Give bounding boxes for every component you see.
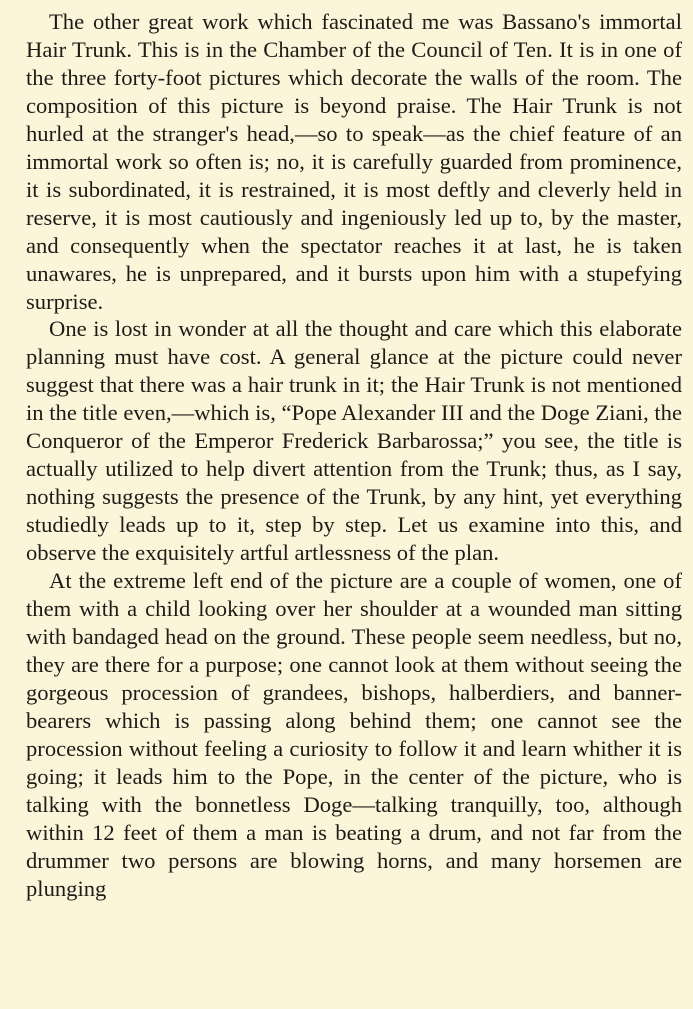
paragraph-1: The other great work which fascinated me was Bassano's immortal Hair Trunk. This is in the Chamber of the Council of Ten. It is in one of the three forty-foot pictures which decorate the walls of the room. The composition of this picture is beyond praise. The Hair Trunk is not hurled at the stranger's head,—so to speak—as the chief feature of an immortal work so often is; no, it is carefully guarded from prominence, it is subordinated, it is restrained, it is most deftly and cleverly held in reserve, it is most cautiously and ingeniously led up to, by the master, and consequently when the spectator reaches it at last, he is taken unawares, he is unprepared, and it bursts upon him with a stupefying surprise. <box>26 9 682 314</box>
body-text <box>26 8 682 903</box>
paragraph-2: One is lost in wonder at all the thought and care which this elaborate planning must have cost. A general glance at the picture could never suggest that there was a hair trunk in it; the Hair Trunk is not mentioned in the title even,—which is, “Pope Alexander III and the Doge Ziani, the Conqueror of the Emperor Frederick Barbarossa;” you see, the title is actually utilized to help divert attention from the Trunk; thus, as I say, nothing suggests the presence of the Trunk, by any hint, yet everything studiedly leads up to it, step by step. Let us examine into this, and observe the exquisitely artful artlessness of the plan. <box>26 316 682 566</box>
paragraph-3: At the extreme left end of the picture are a couple of women, one of them with a child looking over her shoulder at a wounded man sitting with bandaged head on the ground. These people seem needless, but no, they are there for a purpose; one cannot look at them without seeing the gorgeous procession of grandees, bishops, halberdiers, and banner-bearers which is passing along behind them; one cannot see the procession without feeling a curiosity to follow it and learn whither it is going; it leads him to the Pope, in the center of the picture, who is talking with the bonnetless Doge—talking tranquilly, too, although within 12 feet of them a man is beating a drum, and not far from the drummer two persons are blowing horns, and many horsemen are plunging <box>26 568 682 901</box>
